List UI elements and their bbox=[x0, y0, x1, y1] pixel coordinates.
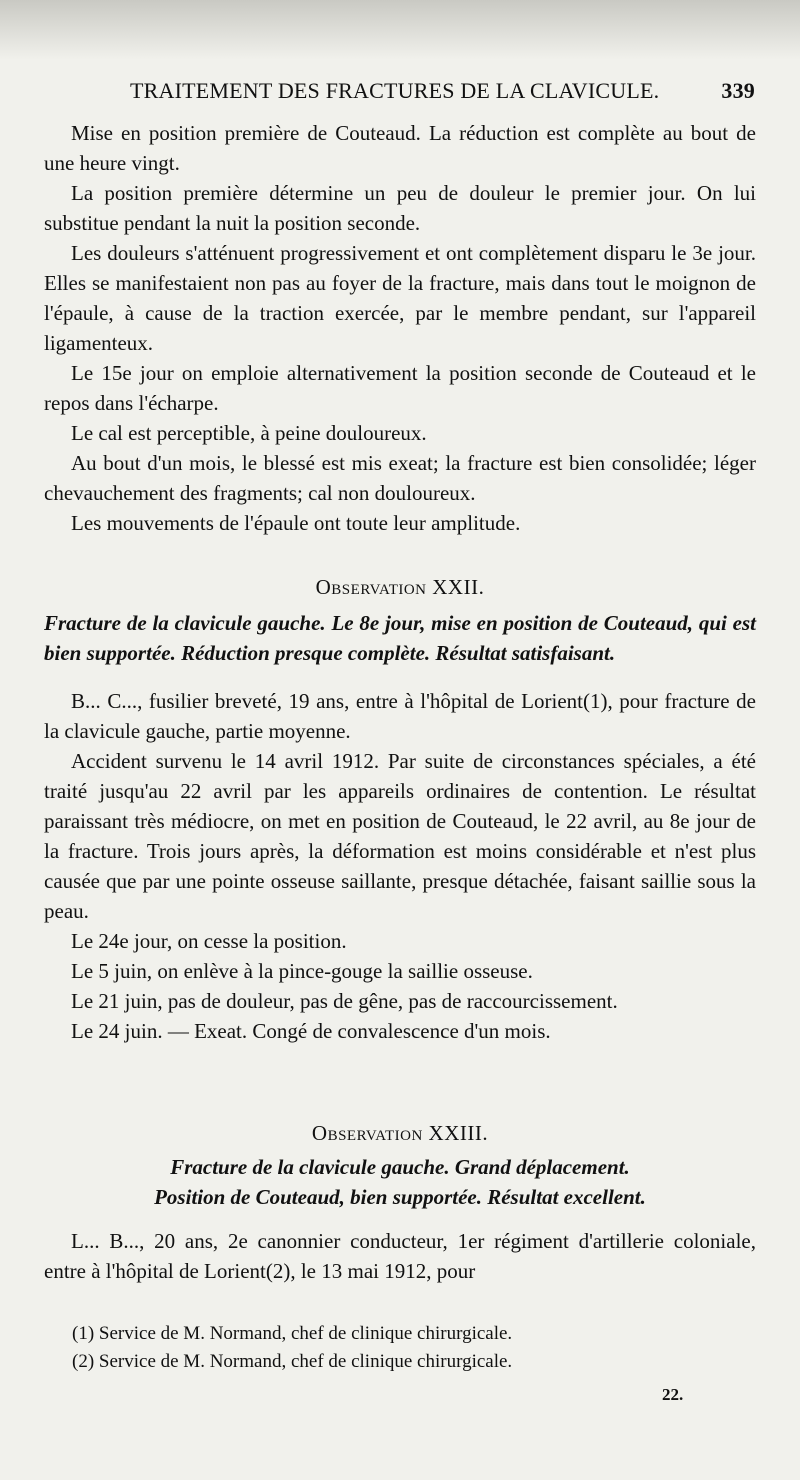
paragraph: Mise en position première de Couteaud. La réduction est complète au bout de une heure vingt. bbox=[44, 121, 756, 175]
observation-summary-line: Position de Couteaud, bien supportée. Résultat excellent. bbox=[154, 1185, 646, 1209]
paragraph: L... B..., 20 ans, 2e canonnier conducteur, 1er régiment d'artillerie coloniale, entre à l'hôpital de Lorient(2), le 13 mai 1912, pour bbox=[44, 1229, 756, 1283]
observation-23 bbox=[44, 1118, 756, 1286]
paragraph: B... C..., fusilier breveté, 19 ans, entre à l'hôpital de Lorient(1), pour fracture de la clavicule gauche, partie moyenne. bbox=[44, 689, 756, 743]
footnote: (2) Service de M. Normand, chef de clinique chirurgicale. bbox=[72, 1351, 513, 1372]
footnote: (1) Service de M. Normand, chef de clinique chirurgicale. bbox=[72, 1323, 513, 1344]
paragraph: Le 21 juin, pas de douleur, pas de gêne, pas de raccourcissement. bbox=[71, 989, 618, 1013]
paragraph: Les douleurs s'atténuent progressivement et ont complètement disparu le 3e jour. Elles se manifestaient non pas au foyer de la fracture, mais dans tout le moignon de l'épaule, à cause de la traction exercée, par le membre pendant, sur l'appareil ligamenteux. bbox=[44, 241, 756, 355]
paragraph: Le 24 juin. — Exeat. Congé de convalescence d'un mois. bbox=[71, 1019, 551, 1043]
observation-title: Observation XXII. bbox=[315, 575, 485, 599]
observation-summary: Fracture de la clavicule gauche. Le 8e jour, mise en position de Couteaud, qui est bien supportée. Réduction presque complète. Résultat satisfaisant. bbox=[44, 611, 756, 665]
footnotes bbox=[72, 1320, 672, 1376]
paragraph: Accident survenu le 14 avril 1912. Par suite de circonstances spéciales, a été traité jusqu'au 22 avril par les appareils ordinaires de contention. Le résultat paraissant très médiocre, on met en position de Couteaud, le 22 avril, au 8e jour de la fracture. Trois jours après, la déformation est moins considérable et n'est plus causée que par une pointe osseuse saillante, presque détachée, faisant saillie sous la peau. bbox=[44, 749, 756, 923]
block-1 bbox=[44, 118, 756, 538]
paragraph: Le 24e jour, on cesse la position. bbox=[71, 929, 347, 953]
paragraph: Les mouvements de l'épaule ont toute leur amplitude. bbox=[71, 511, 521, 535]
paragraph: Au bout d'un mois, le blessé est mis exeat; la fracture est bien consolidée; léger chevauchement des fragments; cal non douloureux. bbox=[44, 451, 756, 505]
observation-summary-line: Fracture de la clavicule gauche. Grand déplacement. bbox=[170, 1155, 630, 1179]
paragraph: Le 15e jour on emploie alternativement la position seconde de Couteaud et le repos dans l'écharpe. bbox=[44, 361, 756, 415]
page-number: 339 bbox=[721, 78, 755, 103]
paragraph: Le cal est perceptible, à peine douloureux. bbox=[71, 421, 427, 445]
paragraph: Le 5 juin, on enlève à la pince-gouge la saillie osseuse. bbox=[71, 959, 533, 983]
observation-22 bbox=[44, 572, 756, 1046]
header-title: TRAITEMENT DES FRACTURES DE LA CLAVICULE. bbox=[130, 78, 660, 103]
signature-mark: 22. bbox=[662, 1385, 684, 1404]
observation-title: Observation XXIII. bbox=[311, 1121, 489, 1145]
scan-edge bbox=[0, 0, 800, 60]
running-header bbox=[130, 78, 755, 108]
paragraph: La position première détermine un peu de douleur le premier jour. On lui substitue pendant la nuit la position seconde. bbox=[44, 181, 756, 235]
